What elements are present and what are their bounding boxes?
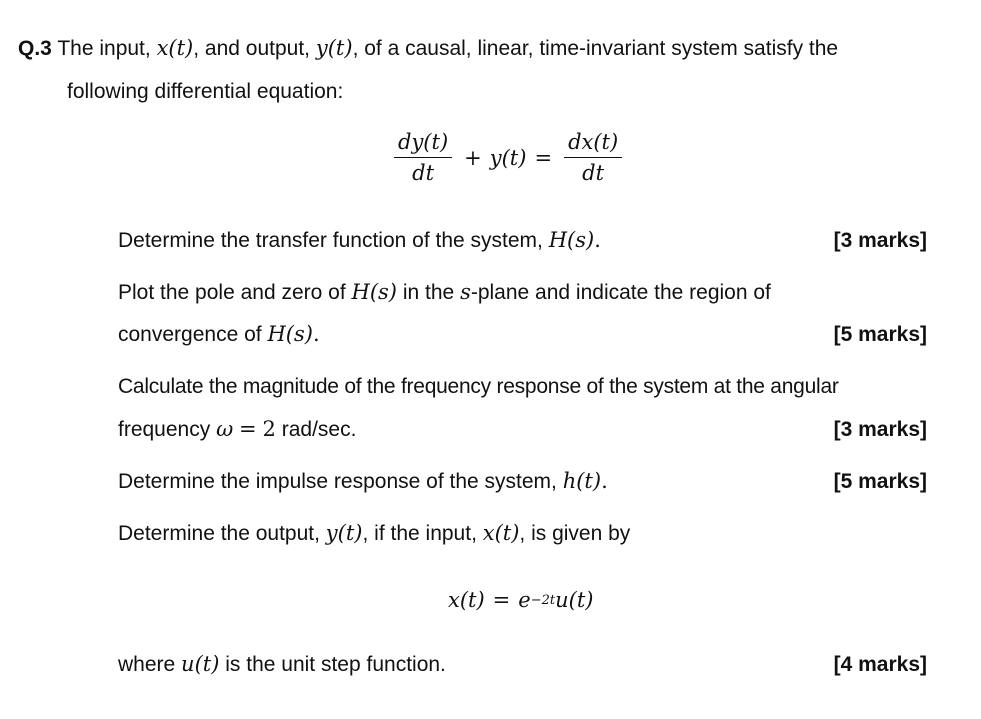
question-number: Q.3 bbox=[18, 37, 52, 60]
part-2-line-1 bbox=[118, 282, 771, 303]
fraction-denominator: dt bbox=[582, 161, 605, 185]
part-2-line-2 bbox=[118, 324, 320, 345]
intro-text-c: , of a causal, linear, time-invariant system satisfy the bbox=[352, 37, 839, 60]
period: . bbox=[312, 322, 320, 346]
exponent: −2t bbox=[530, 592, 556, 608]
marks-label: [5 marks] bbox=[833, 470, 927, 493]
part-5-text bbox=[118, 523, 630, 544]
differential-equation bbox=[390, 130, 626, 185]
where-label: where bbox=[118, 653, 176, 676]
part-5-label-c: , is given by bbox=[519, 522, 631, 545]
math-h-t: h(t) bbox=[562, 469, 602, 493]
question-line-2: following differential equation: bbox=[67, 80, 344, 103]
input-equation bbox=[448, 588, 593, 612]
equation-tail: u(t) bbox=[555, 588, 594, 612]
math-two: 2 bbox=[262, 417, 276, 441]
plus-sign: + bbox=[464, 145, 482, 170]
equals-sign: = bbox=[239, 417, 257, 441]
fraction-numerator: dx(t) bbox=[564, 130, 622, 158]
period: . bbox=[594, 228, 601, 252]
equation-lhs: x(t) bbox=[448, 588, 485, 612]
math-H-s: H(s) bbox=[548, 228, 595, 252]
math-H-s: H(s) bbox=[351, 280, 397, 304]
intro-text-a: The input, bbox=[57, 37, 151, 60]
fraction-denominator: dt bbox=[412, 161, 435, 185]
part-3-line-1: Calculate the magnitude of the frequency response of the system at the angular bbox=[118, 375, 839, 398]
fraction-dx-dt bbox=[564, 130, 622, 185]
part-1-text bbox=[118, 230, 601, 251]
part-4-text bbox=[118, 471, 608, 492]
marks-label: [4 marks] bbox=[833, 653, 927, 676]
part-3-label-a: frequency bbox=[118, 418, 211, 441]
part-1-label: Determine the transfer function of the system, bbox=[118, 229, 543, 252]
math-y-t: y(t) bbox=[325, 521, 363, 545]
part-2-label-a: Plot the pole and zero of bbox=[118, 281, 346, 304]
part-5-label-a: Determine the output, bbox=[118, 522, 320, 545]
exp-base: e bbox=[518, 588, 531, 612]
math-y-t: y(t) bbox=[315, 36, 353, 60]
part-3-line-2 bbox=[118, 419, 356, 440]
period: . bbox=[601, 469, 608, 493]
equals-sign: = bbox=[492, 588, 511, 612]
intro-text-b: , and output, bbox=[193, 37, 311, 60]
question-line-1 bbox=[18, 38, 838, 59]
math-s: s bbox=[460, 280, 471, 304]
math-x-t: x(t) bbox=[482, 521, 520, 545]
part-5-label-b: , if the input, bbox=[362, 522, 477, 545]
part-2-label-d: convergence of bbox=[118, 323, 262, 346]
math-u-t: u(t) bbox=[181, 652, 220, 676]
fraction-numerator: dy(t) bbox=[394, 130, 452, 158]
part-5-where bbox=[118, 654, 446, 675]
math-x-t: x(t) bbox=[156, 36, 194, 60]
equation-term-y: y(t) bbox=[489, 145, 527, 170]
fraction-dy-dt bbox=[394, 130, 452, 185]
part-3-label-b: rad/sec. bbox=[281, 418, 357, 441]
part-2-label-c: -plane and indicate the region of bbox=[470, 281, 771, 304]
where-description: is the unit step function. bbox=[225, 653, 446, 676]
marks-label: [5 marks] bbox=[833, 323, 927, 346]
part-2-label-b: in the bbox=[402, 281, 455, 304]
math-H-s: H(s) bbox=[267, 322, 313, 346]
part-4-label: Determine the impulse response of the system, bbox=[118, 470, 557, 493]
marks-label: [3 marks] bbox=[833, 229, 927, 252]
math-omega: ω bbox=[216, 417, 234, 441]
marks-label: [3 marks] bbox=[833, 418, 927, 441]
equals-sign: = bbox=[534, 145, 553, 170]
